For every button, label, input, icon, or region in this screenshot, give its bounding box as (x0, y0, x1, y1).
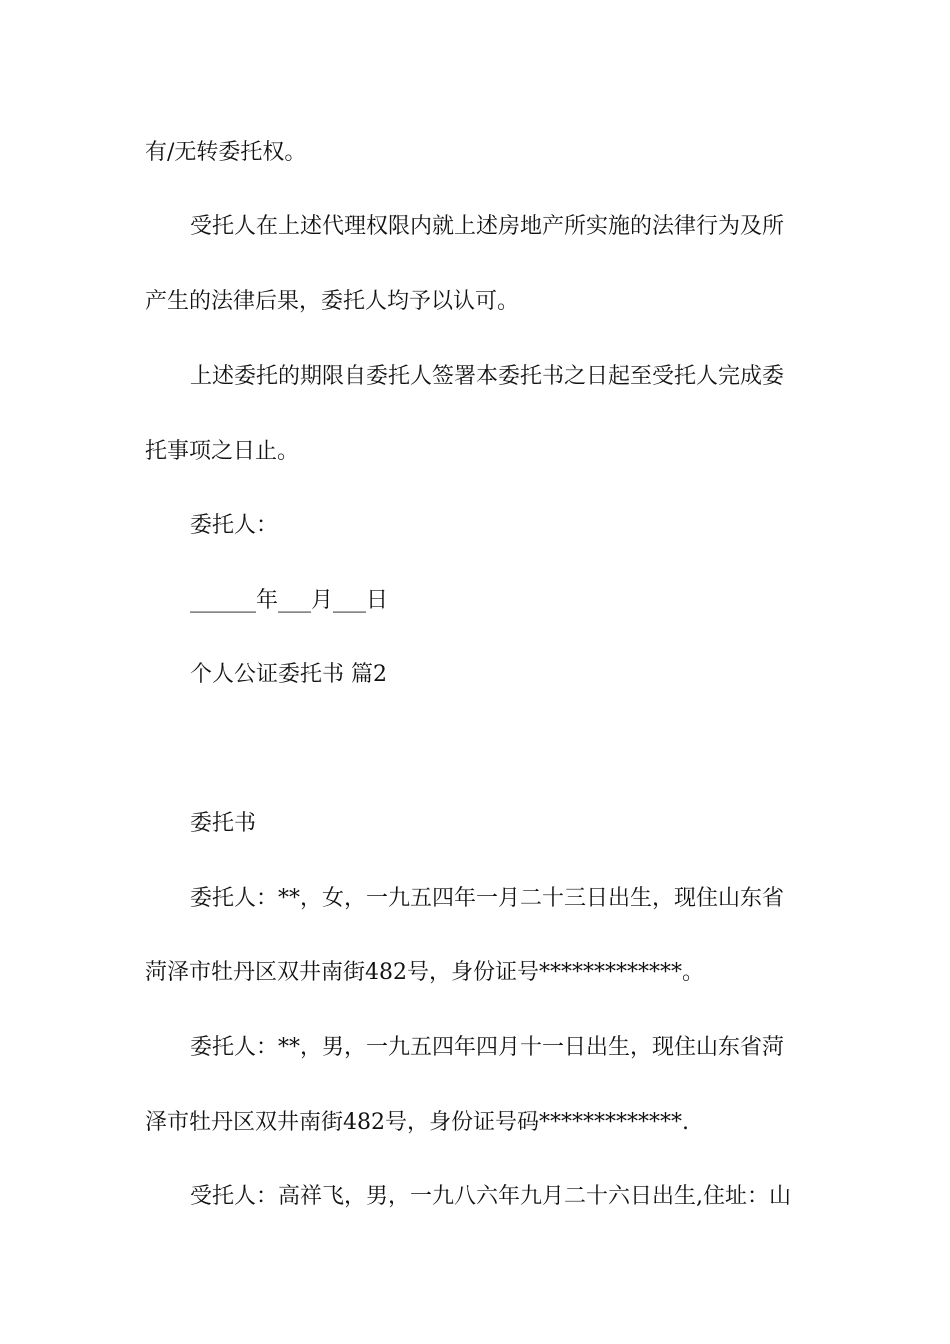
paragraph-line: 委托人：**，女，一九五四年一月二十三日出生，现住山东省 (190, 886, 785, 911)
paragraph-line: 委托人：**，男，一九五四年四月十一日出生，现住山东省菏 (190, 1035, 785, 1060)
paragraph-line: 产生的法律后果，委托人均予以认可。 (145, 289, 520, 314)
paragraph-line: 受托人在上述代理权限内就上述房地产所实施的法律行为及所 (190, 214, 785, 239)
paragraph-line: 上述委托的期限自委托人签署本委托书之日起至受托人完成委 (190, 364, 785, 389)
paragraph-line: 泽市牡丹区双井南街482号，身份证号码*************. (145, 1110, 689, 1135)
section-heading: 个人公证委托书 篇2 (190, 662, 387, 687)
paragraph-line: 菏泽市牡丹区双井南街482号，身份证号*************。 (145, 960, 704, 985)
signature-label: 委托人： (190, 513, 279, 538)
date-line: ______年___月___日 (190, 588, 389, 613)
paragraph-line: 受托人：高祥飞，男，一九八六年九月二十六日出生,住址：山 (190, 1184, 791, 1209)
paragraph-line: 托事项之日止。 (145, 439, 300, 464)
paragraph-line: 有/无转委托权。 (145, 140, 307, 165)
document-title: 委托书 (190, 811, 257, 836)
